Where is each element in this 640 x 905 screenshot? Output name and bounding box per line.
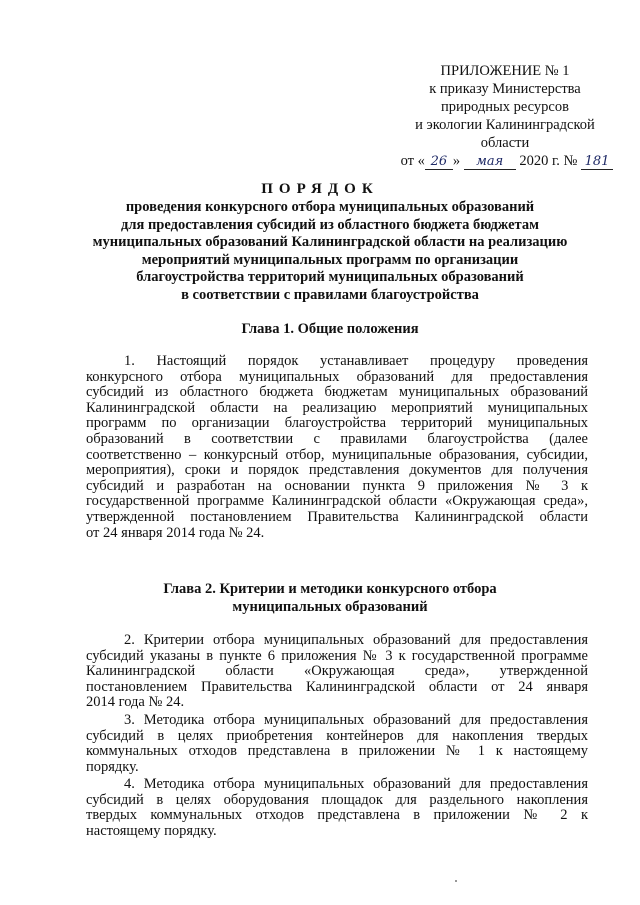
document-title: ПОРЯДОК [261,181,379,197]
paragraph-line: соответственно – конкурсный отбор, муниципальные образования, субсидии, [86,446,588,463]
appendix-date-line [395,152,615,170]
paragraph-line: 1. Настоящий порядок устанавливает процедуру проведения [124,353,588,369]
subtitle-line: мероприятий муниципальных программ по организации [141,251,519,268]
chapter-2-paragraph-2 [86,633,588,711]
chapter-heading-line: Глава 2. Критерии и методики конкурсного отбора [163,581,497,597]
paragraph-line: Калининградской области на реализацию мероприятий муниципальных [86,399,588,416]
paragraph-line: субсидий в целях приобретения контейнеров для накопления твердых [86,727,588,744]
paragraph-line: 2014 года № 24. [86,694,185,711]
paragraph-line: от 24 января 2014 года № 24. [86,524,265,541]
date-day-suffix: » [452,153,461,169]
paragraph-line: образований в соответствии с правилами благоустройства (далее [86,430,588,447]
chapter-1-heading [80,321,580,339]
chapter-2-heading [80,581,580,616]
paragraph-line: коммунальных отходов представлена в приложении № 1 к настоящему [86,743,588,760]
subtitle-line: в соответствии с правилами благоустройства [181,286,479,303]
paragraph-line: конкурсного отбора муниципальных образований для предоставления [86,368,588,385]
subtitle-line: благоустройства территорий муниципальных образований [136,269,524,285]
appendix-block [395,62,615,170]
paragraph-line: утвержденной постановлением Правительства Калининградской области [86,508,588,525]
paragraph-line: программ по организации благоустройства территорий муниципальных [86,415,588,432]
paragraph-line: субсидий из областного бюджета бюджетам муниципальных образований [86,384,588,401]
chapter-2-paragraph-3 [86,713,588,775]
paragraph-line: 2. Критерии отбора муниципальных образований для предоставления [124,632,588,648]
appendix-line: к приказу Министерства [429,81,581,97]
date-year: 2020 г. № [519,153,578,169]
handwritten-number: 181 [581,155,613,170]
paragraph-line: Калининградской области «Окружающая среда», утвержденной [86,663,588,680]
date-prefix: от « [400,153,425,169]
subtitle-line: муниципальных образований Калининградской области на реализацию [92,234,568,250]
paragraph-line: субсидий указаны в пункте 6 приложения № 3 к государственной программе [86,647,588,664]
paragraph-line: государственной программе Калининградской области «Окружающая среда», [86,493,588,510]
appendix-line: и экологии Калининградской [415,117,595,133]
paragraph-line: 3. Методика отбора муниципальных образований для предоставления [124,712,588,728]
subtitle-line: проведения конкурсного отбора муниципальных образований [125,199,535,215]
appendix-line: природных ресурсов [441,99,569,115]
appendix-line: области [480,135,530,151]
scan-speck [455,880,457,882]
handwritten-month: мая [464,155,516,170]
paragraph-line: настоящему порядку. [86,822,217,839]
paragraph-line: субсидий в целях оборудования площадок для раздельного накопления [86,791,588,808]
subtitle-line: для предоставления субсидий из областного бюджета бюджетам [121,216,539,233]
paragraph-line: твердых коммунальных отходов представлена в приложении № 2 к [86,807,588,824]
paragraph-line: субсидий и разработан на основании пункта 9 приложения № 3 к [86,477,588,494]
handwritten-day: 26 [425,155,453,170]
chapter-heading-line: Глава 1. Общие положения [241,321,419,337]
paragraph-line: порядку. [86,758,139,775]
document-subtitle [70,199,590,304]
chapter-1-paragraph-1 [86,354,588,541]
paragraph-line: постановлением Правительства Калининградской области от 24 января [86,678,588,695]
chapter-2-paragraph-4 [86,777,588,839]
chapter-heading-line: муниципальных образований [232,598,428,615]
paragraph-line: 4. Методика отбора муниципальных образований для предоставления [124,776,588,792]
paragraph-line: мероприятия), сроки и порядок представления документов для получения [86,462,588,479]
appendix-line: ПРИЛОЖЕНИЕ № 1 [440,63,570,79]
